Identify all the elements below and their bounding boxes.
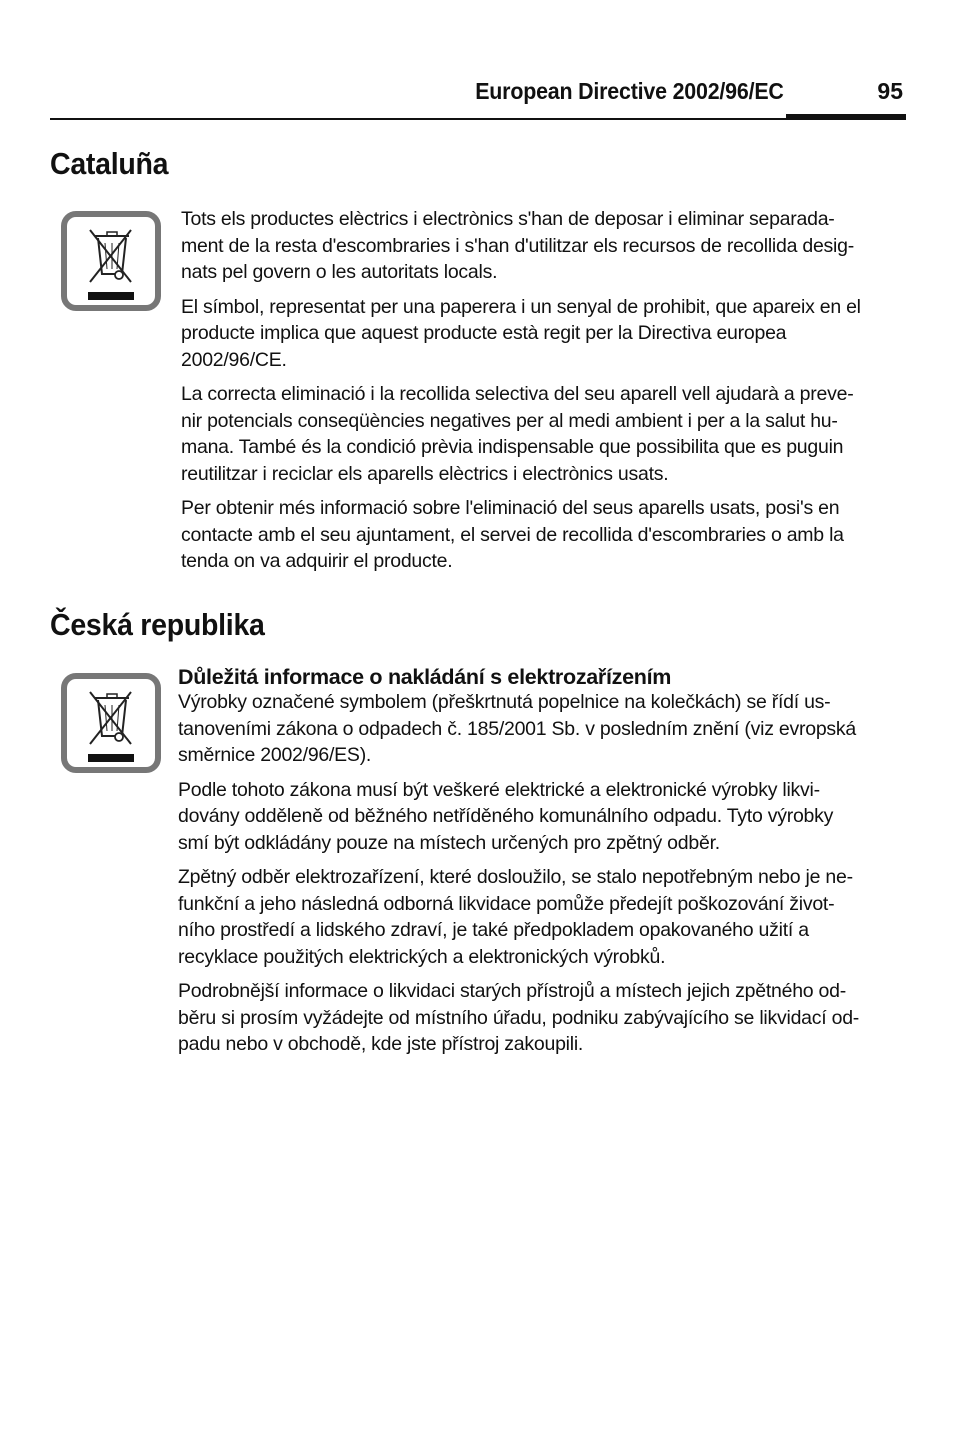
running-header-title: European Directive 2002/96/EC	[475, 78, 784, 104]
paragraph: El símbol, representat per una paperera i un senyal de prohibit, que apareix en el producte implica que aquest producte està regit per la Directiva europea 2002/96/CE.	[181, 295, 861, 371]
section-body-ceska-republika	[178, 665, 903, 1066]
page-number: 95	[877, 78, 903, 104]
paragraph: Tots els productes elèctrics i electrònics s'han de deposar i eliminar separada- ment de la resta d'escombraries i s'han d'utilitzar els recursos de recollida desig- nats pel govern o les autoritats locals.	[181, 208, 854, 283]
paragraph: Per obtenir més informació sobre l'eliminació del seus aparells usats, posi's en contacte amb el seu ajuntament, el servei de recollida d'escombraries o amb la tenda on va adquirir el producte.	[181, 497, 844, 572]
section-body-cataluna	[181, 206, 906, 583]
paragraph: Výrobky označené symbolem (přeškrtnutá popelnice na kolečkách) se řídí us- tanoveními zákona o odpadech č. 185/2001 Sb. v posledním znění (viz evropská směrnice 2002/96/ES).	[178, 691, 857, 766]
header-page-tab	[786, 114, 906, 120]
section-title-cataluna: Cataluña	[50, 146, 169, 181]
paragraph: Zpětný odběr elektrozařízení, které dosloužilo, se stalo nepotřebným nebo je ne- funkční a jeho následná odborná likvidace pomůže předejít poškozování život- ního prostředí a lidského zdraví, je také předpokladem opakovaného užití a recyklace použitých elektrických a elektronických výrobků.	[178, 866, 853, 968]
section-title-ceska-republika: Česká republika	[50, 607, 265, 642]
paragraph: La correcta eliminació i la recollida selectiva del seu aparell vell ajudarà a preve- nir potencials conseqüències negatives per al medi ambient i per a la salut hu- mana. També és la condició prèvia indispensable que possibilita que es puguin reutilitzar i reciclar els aparells elèctrics i electrònics usats.	[181, 383, 854, 485]
header-rule	[50, 118, 906, 120]
crossed-out-wheeled-bin-icon	[61, 211, 161, 311]
paragraph: Podle tohoto zákona musí být veškeré elektrické a elektronické výrobky likvi- dovány odděleně od běžného netříděného komunálního odpadu. Tyto výrobky smí být odkládány pouze na místech určených pro zpětný odběr.	[178, 778, 834, 854]
crossed-out-wheeled-bin-icon	[61, 673, 161, 773]
page-header	[50, 74, 906, 120]
subheading: Důležitá informace o nakládání s elektrozařízením	[178, 665, 672, 689]
paragraph: Podrobnější informace o likvidaci starých přístrojů a místech jejich zpětného od- běru si prosím vyžádejte od místního úřadu, podniku zabývajícího se likvidací od- padu nebo v obchodě, kde jste přístroj zakoupili.	[178, 980, 860, 1055]
